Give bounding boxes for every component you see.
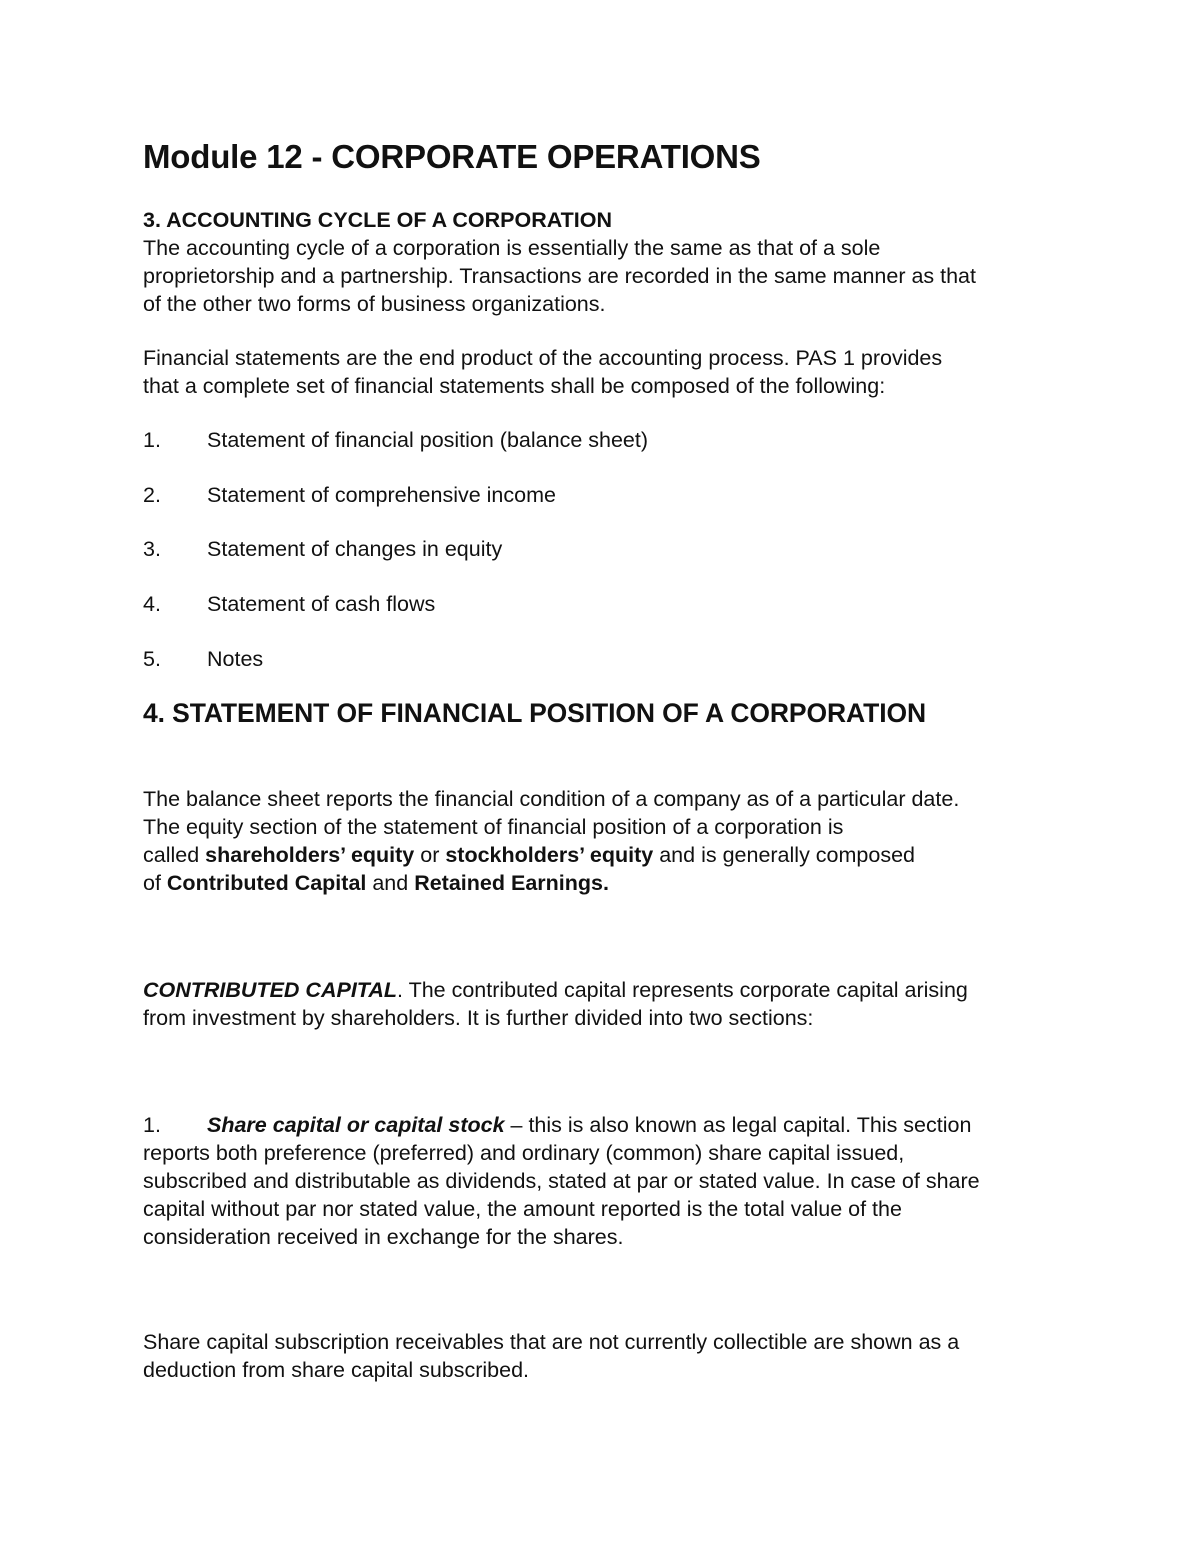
list-item [143, 426, 648, 454]
text-line: The accounting cycle of a corporation is essentially the same as that of a sole [143, 236, 881, 260]
text-run: and [366, 871, 415, 895]
section-3-heading: 3. ACCOUNTING CYCLE OF A CORPORATION [143, 208, 613, 232]
text-run: – this is also known as legal capital. This section [504, 1113, 972, 1137]
list-number: 4. [143, 592, 161, 616]
list-item [143, 645, 263, 673]
text-line: reports both preference (preferred) and ordinary (common) share capital issued, [143, 1141, 905, 1165]
text-line: proprietorship and a partnership. Transactions are recorded in the same manner as that [143, 264, 976, 288]
bold-italic-term: Share capital or capital stock [207, 1113, 505, 1137]
text-line: capital without par nor stated value, the amount reported is the total value of the [143, 1197, 902, 1221]
list-item [143, 590, 435, 618]
bold-italic-term: CONTRIBUTED CAPITAL [143, 978, 398, 1002]
text-line: The equity section of the statement of financial position of a corporation is [143, 815, 844, 839]
list-number: 3. [143, 537, 161, 561]
text-line: of the other two forms of business organizations. [143, 292, 606, 316]
text-run: of [143, 871, 167, 895]
text-line: Financial statements are the end product of the accounting process. PAS 1 provides [143, 346, 943, 370]
text-line: Share capital subscription receivables that are not currently collectible are shown as a [143, 1330, 960, 1354]
list-number: 5. [143, 647, 161, 671]
list-text: Statement of financial position (balance sheet) [207, 428, 649, 452]
list-text: Statement of cash flows [207, 592, 436, 616]
list-number: 2. [143, 483, 161, 507]
text-line: The balance sheet reports the financial condition of a company as of a particular date. [143, 787, 960, 811]
bold-term: Retained Earnings. [414, 871, 609, 895]
list-item [143, 535, 502, 563]
bold-term: shareholders’ equity [205, 843, 415, 867]
section-4-paragraph-1 [143, 785, 1063, 897]
bold-term: Contributed Capital [166, 871, 367, 895]
text-line [143, 869, 1063, 897]
text-run: or [414, 843, 446, 867]
subscription-receivables-paragraph [143, 1328, 1063, 1384]
text-line: deduction from share capital subscribed. [143, 1358, 530, 1382]
share-capital-paragraph [143, 1111, 1063, 1251]
list-text: Notes [207, 647, 264, 671]
section-3-paragraph-1 [143, 234, 1063, 318]
text-line [143, 1111, 1063, 1139]
text-line [143, 976, 1063, 1004]
bold-term: stockholders’ equity [445, 843, 654, 867]
text-line [143, 841, 1063, 869]
text-line: subscribed and distributable as dividends, stated at par or stated value. In case of share [143, 1169, 980, 1193]
list-item [143, 481, 556, 509]
list-number: 1. [143, 1113, 161, 1137]
contributed-capital-paragraph [143, 976, 1063, 1032]
section-3-paragraph-2 [143, 344, 1063, 400]
text-run: and is generally composed [653, 843, 915, 867]
text-line: consideration received in exchange for the shares. [143, 1225, 624, 1249]
text-line: that a complete set of financial statements shall be composed of the following: [143, 374, 886, 398]
text-run: . The contributed capital represents corporate capital arising [397, 978, 968, 1002]
section-4-heading: 4. STATEMENT OF FINANCIAL POSITION OF A CORPORATION [143, 698, 927, 728]
list-text: Statement of comprehensive income [207, 483, 556, 507]
text-line: from investment by shareholders. It is further divided into two sections: [143, 1006, 814, 1030]
list-number: 1. [143, 428, 161, 452]
text-run: called [143, 843, 206, 867]
page-title: Module 12 - CORPORATE OPERATIONS [143, 138, 761, 175]
list-text: Statement of changes in equity [207, 537, 503, 561]
